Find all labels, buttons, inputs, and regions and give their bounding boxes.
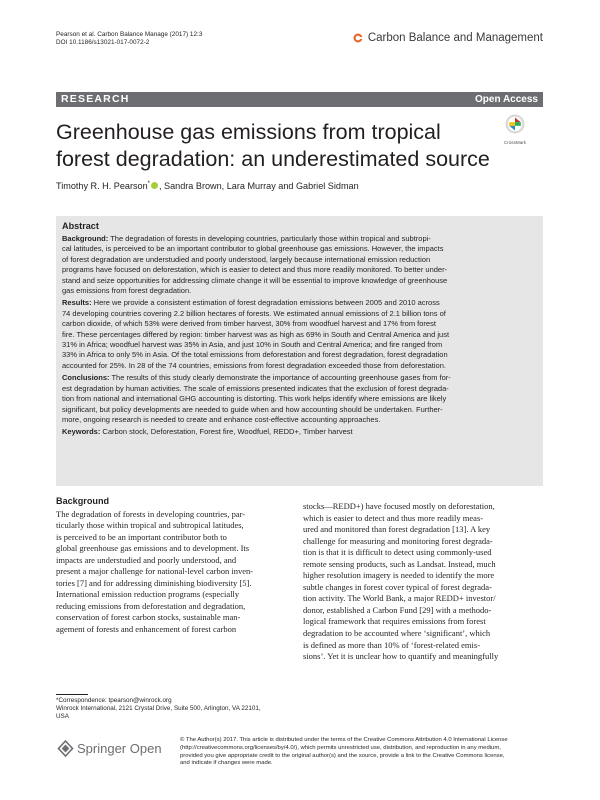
article-type-bar	[56, 92, 543, 107]
results-text: 31% in Africa; woodfuel harvest was 35% in Asia, and just 10% in South and Central America; and fire ranged from	[62, 340, 443, 350]
body-line: is defined as more than 10% of ‘forest-related emis-	[303, 639, 481, 650]
abstract-background	[62, 234, 537, 296]
body-line: International emission reduction programs (especially	[56, 589, 240, 600]
license-line: provided you give appropriate credit to the original author(s) and the source, provide a link to the Creative Commons license,	[180, 752, 505, 759]
corresponding-author[interactable]: Timothy R. H. Pearson	[56, 181, 148, 192]
body-line: is perceived to be an important contributor both to	[56, 531, 227, 542]
results-text: accounted for 25%. In 28 of the 74 countries, emissions from forest degradation exceeded those from deforestation.	[62, 360, 446, 370]
abstract-heading: Abstract	[62, 221, 99, 231]
body-line: tion activity. The World Bank, a major REDD+ investor/	[303, 593, 496, 604]
carbon-balance-logo-icon	[353, 33, 363, 43]
publisher-name: Springer Open	[77, 741, 162, 756]
results-text: fire. These percentages differed by region: timber harvest was as high as 69% in South and Central America and just	[62, 329, 450, 339]
body-line: subtle changes in forest cover typical of forest degrada-	[303, 581, 492, 592]
crossmark-label: CrossMark	[503, 140, 527, 145]
conclusions-text: The results of this study clearly demonstrate the importance of accounting greenhouse gases from for-	[109, 373, 451, 383]
orcid-icon[interactable]	[151, 182, 158, 189]
body-line: The degradation of forests in developing countries, par-	[56, 508, 246, 519]
background-text: programs have focused on deforestation, which is easier to detect and thus more readily monitored. To better under-	[62, 265, 448, 275]
background-text: cal latitudes, is perceived to be an important contributor to global greenhouse gas emissions. However, the impacts	[62, 244, 444, 254]
abstract-keywords	[62, 427, 537, 437]
keywords-text: Carbon stock, Deforestation, Forest fire, Woodfuel, REDD+, Timber harvest	[100, 427, 353, 437]
license-line: © The Author(s) 2017. This article is distributed under the terms of the Creative Commons Attribution 4.0 International License	[180, 737, 508, 743]
license-text	[180, 737, 543, 768]
journal-header[interactable]	[353, 32, 543, 44]
author-list	[56, 181, 359, 191]
keywords-label: Keywords:	[62, 427, 101, 437]
license-line: and indicate if changes were made.	[180, 760, 273, 767]
body-line: global greenhouse gas emissions and to development. Its	[56, 543, 250, 554]
article-type-label: RESEARCH	[61, 93, 130, 105]
body-line: tion is that it is difficult to detect using commonly-used	[303, 547, 492, 558]
publisher-logo	[57, 740, 162, 757]
results-text: carbon dioxide, of which 53% were derived from timber harvest, 30% from woodfuel harvest and 17% from forest	[62, 319, 436, 329]
results-text: 33% in Africa to only 5% in Asia. Of the total emissions from deforestation and forest degradation, forest degradation	[62, 350, 448, 360]
body-line: ticularly those within tropical and subtropical latitudes,	[56, 520, 244, 531]
body-line: ured and monitored than forest degradation [13]. A key	[303, 524, 491, 535]
crossmark-icon	[505, 114, 525, 134]
footnote-divider	[56, 694, 88, 695]
journal-name: Carbon Balance and Management	[367, 32, 543, 44]
background-text: The degradation of forests in developing countries, particularly those within tropical and subtropi-	[108, 234, 431, 243]
body-line: which is easier to detect and thus more readily meas-	[303, 512, 484, 523]
body-column-left	[56, 496, 296, 636]
background-text: stand and seize opportunities for addressing climate change it will be essential to improve knowledge of greenhouse	[62, 275, 448, 285]
conclusions-text: tion from national and international GHG accounting is distorting. This work helps identify where emissions are likely	[62, 394, 447, 404]
background-label: Background:	[62, 234, 109, 243]
body-line: donor, established a Carbon Fund [29] with a methodo-	[303, 604, 492, 615]
body-line: present a major challenge for national-level carbon inven-	[56, 566, 254, 577]
results-text: 74 developing countries covering 2.2 billion hectares of forests. We estimated annual emissions of 2.1 billion tons of	[62, 308, 446, 318]
body-line: remote sensing products, such as Landsat. Instead, much	[303, 558, 496, 569]
body-line: impacts are understudied and poorly understood, and	[56, 554, 237, 565]
abstract-results	[62, 298, 537, 371]
body-line: stocks—REDD+) have focused mostly on deforestation,	[303, 501, 495, 511]
coauthors: , Sandra Brown, Lara Murray and Gabriel Sidman	[158, 181, 359, 192]
license-line[interactable]: (http://creativecommons.org/licenses/by/4.0/), which permits unrestricted use, distribution, and reproduction in any medium,	[180, 744, 501, 751]
section-heading-background: Background	[56, 496, 110, 506]
corresponding-mark: *	[147, 181, 150, 187]
correspondence-email[interactable]: *Correspondence: tpearson@winrock.org	[56, 697, 172, 704]
body-line: logical framework that requires emissions from forest	[303, 616, 486, 627]
body-line: reducing emissions from deforestation and degradation,	[56, 600, 246, 611]
body-line: challenge for measuring and monitoring forest degrada-	[303, 535, 493, 546]
conclusions-text: more, ongoing research is needed to create and enhance cost-effective accounting approaches.	[62, 414, 381, 424]
background-text: of forest degradation are understudied and poorly understood, largely because international emission reduction	[62, 254, 431, 264]
results-label: Results:	[62, 298, 92, 308]
body-column-right	[303, 501, 543, 663]
body-line: tories [7] and for addressing diminishing biodiversity [5].	[56, 577, 252, 588]
citation-line: Pearson et al. Carbon Balance Manage (2017) 12:3	[56, 31, 203, 38]
body-line: higher resolution imagery is needed to identify the more	[303, 570, 495, 581]
results-text: Here we provide a consistent estimation of forest degradation emissions between 2005 and 2010 across	[91, 298, 440, 308]
citation-header	[56, 31, 202, 47]
crossmark-badge[interactable]	[490, 114, 540, 145]
correspondence-footnote	[56, 697, 261, 721]
abstract-conclusions	[62, 373, 537, 425]
abstract-box	[56, 216, 543, 486]
conclusions-text: est degradation by human activities. The scale of emissions presented indicates that the exclusion of forest degrada-	[62, 383, 449, 393]
open-access-label: Open Access	[475, 93, 538, 105]
springer-open-logo-icon	[57, 740, 74, 757]
body-line: sions’. Yet it is unclear how to quantify and meaningfully	[303, 651, 499, 662]
conclusions-label: Conclusions:	[62, 373, 110, 383]
affiliation-line: Winrock International, 2121 Crystal Drive, Suite 500, Arlington, VA 22101,	[56, 705, 261, 712]
background-text: gas emissions from forest degradation.	[62, 286, 192, 296]
affiliation-line: USA	[56, 713, 69, 720]
body-line: degradation to be accounted where ‘significant’, which	[303, 628, 491, 639]
title-line: Greenhouse gas emissions from tropical	[56, 120, 441, 144]
doi-line: DOI 10.1186/s13021-017-0072-2	[56, 39, 150, 47]
conclusions-text: significant, but policy developments are needed to guide when and how accounting should be undertaken. Further-	[62, 404, 443, 414]
title-line: forest degradation: an underestimated source	[56, 147, 490, 171]
article-title	[56, 119, 490, 173]
body-line: agement of forests and enhancement of forest carbon	[56, 624, 237, 635]
body-line: conservation of forest carbon stocks, sustainable man-	[56, 612, 241, 623]
